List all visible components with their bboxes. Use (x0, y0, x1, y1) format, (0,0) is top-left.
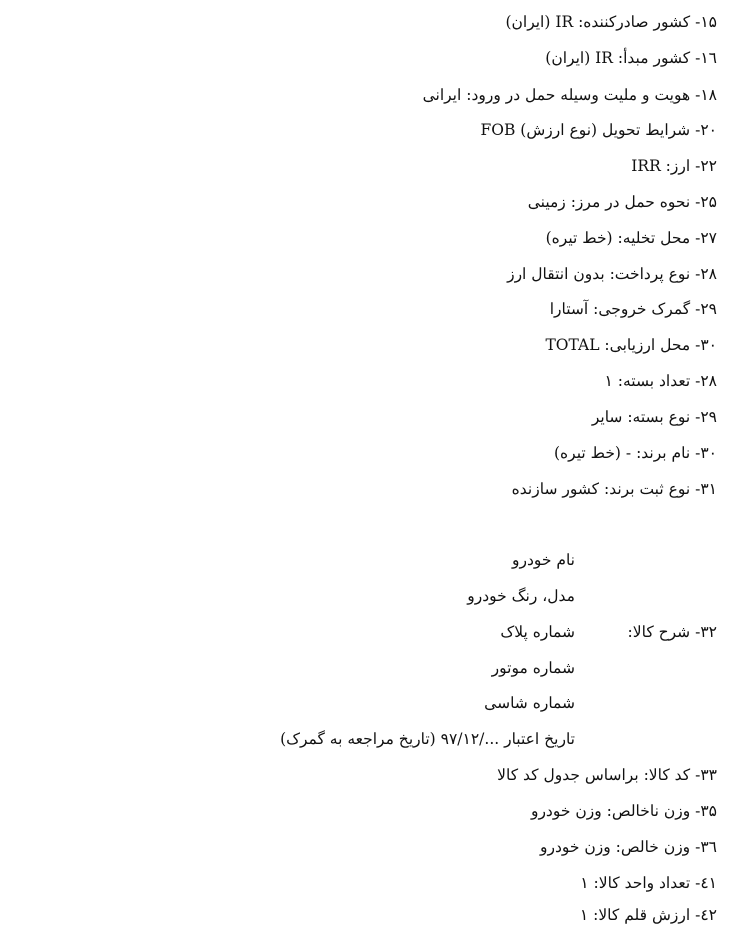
goods-description-item: تاریخ اعتبار .../۹۷/۱۲ (تاریخ مراجعه به گمرک) (280, 730, 575, 748)
field-item-value: ٤۲- ارزش قلم کالا: ۱ (579, 906, 717, 924)
goods-description-item: مدل، رنگ خودرو (467, 587, 575, 605)
goods-description-item: شماره موتور (491, 659, 575, 677)
field-origin-country: ۱٦- کشور مبدأ: IR (ایران) (545, 49, 717, 67)
field-border-transport: ۲۵- نحوه حمل در مرز: زمینی (527, 193, 717, 211)
field-brand-registration: ۳۱- نوع ثبت برند: کشور سازنده (511, 480, 717, 498)
goods-description-item: شماره شاسی (484, 694, 575, 712)
field-vehicle-nationality: ۱۸- هویت و ملیت وسیله حمل در ورود: ایرانی (422, 86, 717, 104)
field-package-type: ۲۹- نوع بسته: سایر (591, 408, 717, 426)
goods-description-item: نام خودرو (511, 551, 575, 569)
field-assessment-place: ۳۰- محل ارزیابی: TOTAL (545, 336, 717, 354)
field-exporting-country: ۱۵- کشور صادرکننده: IR (ایران) (505, 13, 717, 31)
field-gross-weight: ۳۵- وزن ناخالص: وزن خودرو (530, 802, 717, 820)
goods-description-item: شماره پلاک (500, 623, 575, 641)
field-payment-type: ۲۸- نوع پرداخت: بدون انتقال ارز (507, 265, 717, 283)
field-exit-customs: ۲۹- گمرک خروجی: آستارا (549, 300, 717, 318)
field-goods-code: ۳۳- کد کالا: براساس جدول کد کالا (497, 766, 717, 784)
field-delivery-terms: ۲۰- شرایط تحویل (نوع ارزش) FOB (480, 121, 717, 139)
field-unloading-place: ۲۷- محل تخلیه: (خط تیره) (545, 229, 717, 247)
field-currency: ۲۲- ارز: IRR (631, 157, 717, 175)
goods-description-label: ۳۲- شرح کالا: (627, 623, 717, 641)
field-net-weight: ۳٦- وزن خالص: وزن خودرو (539, 838, 717, 856)
field-unit-count: ٤۱- تعداد واحد کالا: ۱ (580, 874, 717, 892)
field-package-count: ۲۸- تعداد بسته: ۱ (604, 372, 717, 390)
field-brand-name: ۳۰- نام برند: - (خط تیره) (554, 444, 717, 462)
